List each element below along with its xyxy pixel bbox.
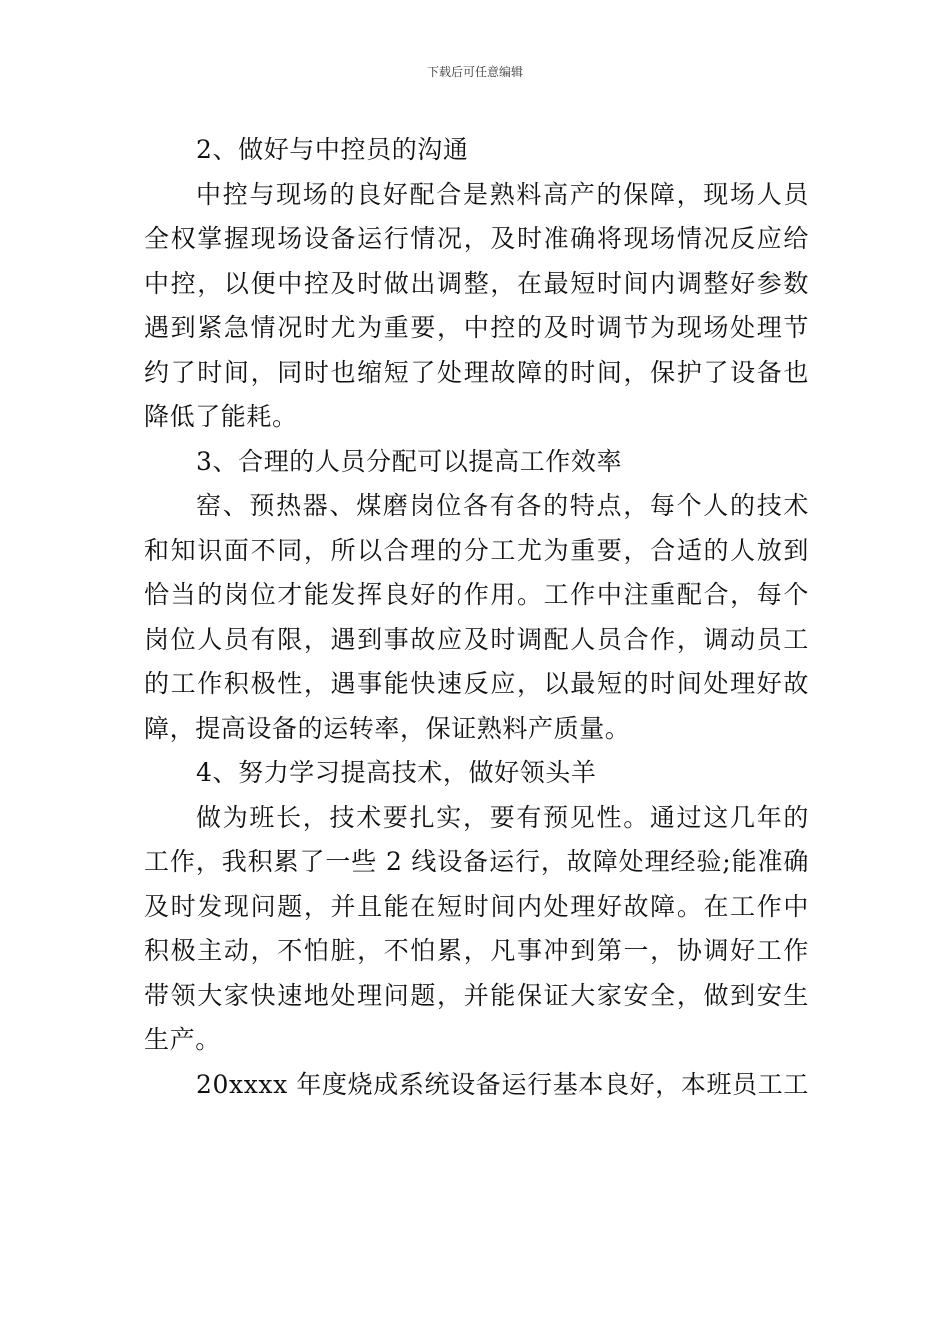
text-line: 生产。 [144, 1025, 221, 1054]
page-header: 下载后可任意编辑 [426, 65, 523, 79]
text-line: 恰当的岗位才能发挥良好的作用。工作中注重配合，每个 [144, 580, 809, 609]
text-line: 岗位人员有限，遇到事故应及时调配人员合作，调动员工 [144, 624, 809, 654]
paragraph-annual-summary [144, 1063, 809, 1108]
text-line: 积极主动，不怕脏，不怕累，凡事冲到第一，协调好工作 [144, 936, 809, 965]
text-line: 20xxxx 年度烧成系统设备运行基本良好，本班员工工 [196, 1069, 809, 1099]
document-body [144, 128, 809, 1107]
heading-staffing [144, 440, 809, 485]
text-line: 约了时间，同时也缩短了处理故障的时间，保护了设备也 [144, 357, 809, 387]
text-line: 中控，以便中控及时做出调整，在最短时间内调整好参数 [144, 268, 809, 298]
text-line: 障，提高设备的运转率，保证熟料产质量。 [144, 713, 631, 743]
text-line: 的工作积极性，遇事能快速反应，以最短的时间处理好故 [144, 669, 809, 698]
text-line: 降低了能耗。 [144, 402, 298, 431]
text-line: 全权掌握现场设备运行情况，及时准确将现场情况反应给 [144, 224, 809, 253]
text-line: 带领大家快速地处理问题，并能保证大家安全，做到安生 [144, 980, 809, 1010]
paragraph-staffing [144, 484, 809, 751]
text-line: 工作，我积累了一些 2 线设备运行，故障处理经验;能准确 [144, 847, 809, 876]
heading-communication [144, 128, 809, 173]
section-heading: 3、合理的人员分配可以提高工作效率 [196, 446, 623, 476]
text-line: 和知识面不同，所以合理的分工尤为重要，合适的人放到 [144, 535, 809, 565]
section-heading: 4、努力学习提高技术，做好领头羊 [196, 758, 597, 787]
text-line: 中控与现场的良好配合是熟料高产的保障，现场人员 [196, 179, 809, 209]
text-line: 遇到紧急情况时尤为重要，中控的及时调节为现场处理节 [144, 313, 809, 342]
heading-learning [144, 751, 809, 796]
section-heading: 2、做好与中控员的沟通 [196, 135, 469, 164]
text-line: 窑、预热器、煤磨岗位各有各的特点，每个人的技术 [196, 491, 809, 520]
text-line: 做为班长，技术要扎实，要有预见性。通过这几年的 [196, 802, 809, 832]
paragraph-communication [144, 173, 809, 440]
text-line: 及时发现问题，并且能在短时间内处理好故障。在工作中 [144, 891, 809, 921]
paragraph-learning [144, 796, 809, 1063]
